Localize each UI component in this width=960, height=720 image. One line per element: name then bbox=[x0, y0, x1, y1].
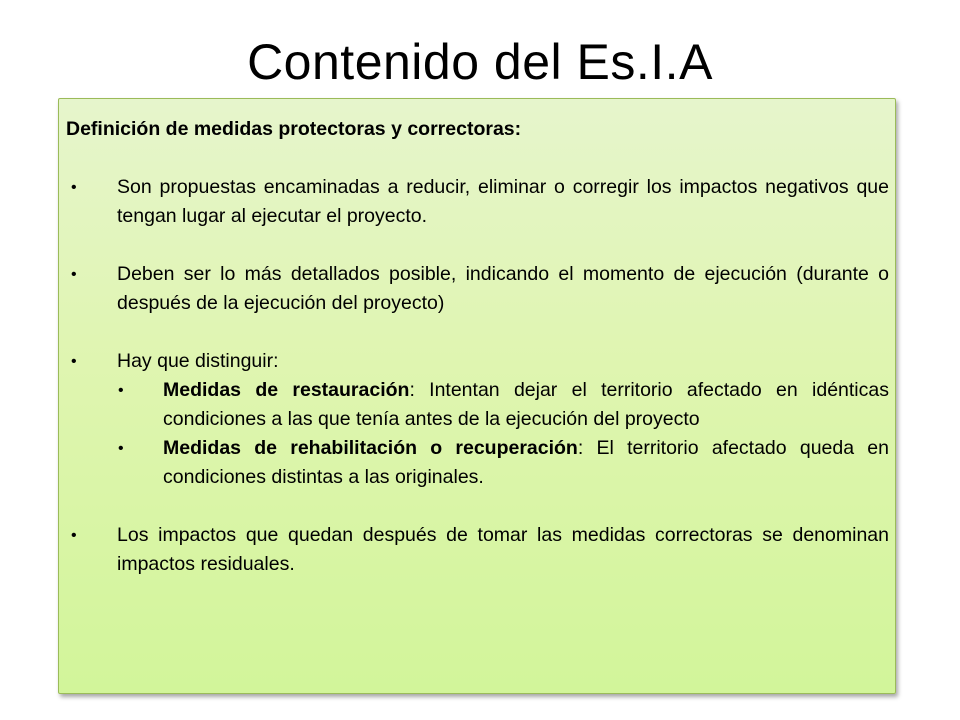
sub-bullet-term: Medidas de restauración bbox=[163, 379, 410, 401]
bullet-item bbox=[66, 347, 889, 376]
sub-bullet-item bbox=[66, 434, 889, 492]
sub-bullet-item bbox=[66, 376, 889, 434]
bullet-icon: • bbox=[71, 179, 77, 196]
bullet-item bbox=[66, 260, 889, 318]
bullet-icon: • bbox=[71, 266, 77, 283]
bullet-icon: • bbox=[71, 527, 77, 544]
bullet-text: Son propuestas encaminadas a reducir, eliminar o corregir los impactos negativos que tengan lugar al ejecutar el proyecto. bbox=[117, 176, 889, 227]
bullet-icon: • bbox=[71, 353, 77, 370]
sub-bullet-definition: : Intentan dejar el territorio afectado en idénticas condiciones a las que tenía antes de la ejecución del proyecto bbox=[163, 379, 889, 430]
bullet-item bbox=[66, 173, 889, 231]
bullet-text: Hay que distinguir: bbox=[117, 350, 279, 372]
slide-title: Contenido del Es.I.A bbox=[247, 34, 713, 90]
bullet-text: Los impactos que quedan después de tomar las medidas correctoras se denominan impactos residuales. bbox=[117, 524, 889, 575]
section-heading: Definición de medidas protectoras y correctoras: bbox=[66, 118, 522, 140]
bullet-icon: • bbox=[118, 382, 124, 399]
sub-bullet-definition: : El territorio afectado queda en condiciones distintas a las originales. bbox=[163, 437, 889, 488]
content-box bbox=[58, 98, 896, 694]
bullet-text: Deben ser lo más detallados posible, indicando el momento de ejecución (durante o después de la ejecución del proyecto) bbox=[117, 263, 889, 314]
bullet-icon: • bbox=[118, 440, 124, 457]
sub-bullet-term: Medidas de rehabilitación o recuperación bbox=[163, 437, 578, 459]
bullet-item bbox=[66, 521, 889, 579]
